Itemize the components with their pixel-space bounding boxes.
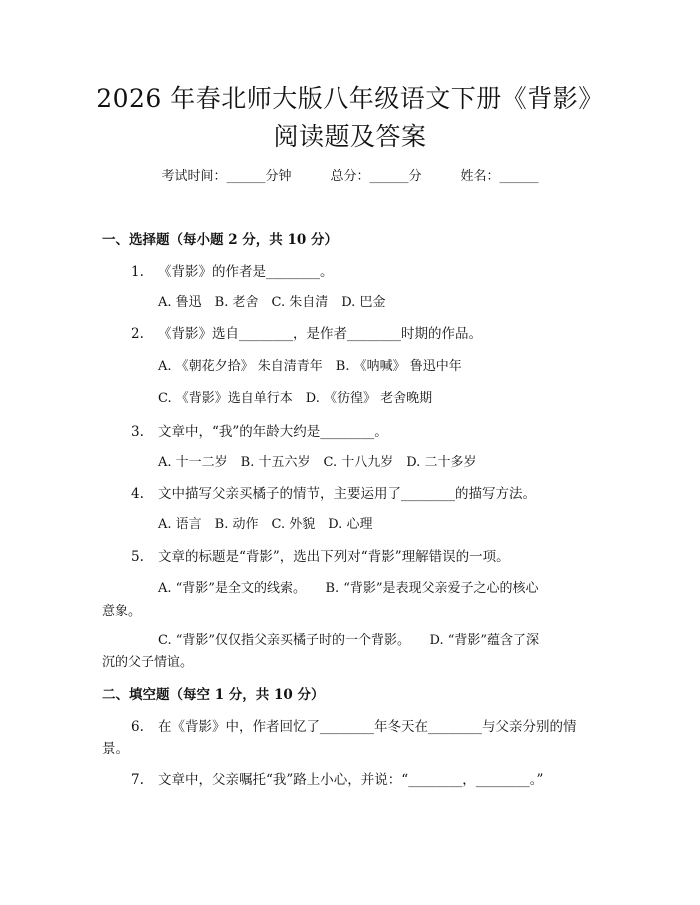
question-options: A. 十一二岁 B. 十五六岁 C. 十八九岁 D. 二十多岁 xyxy=(158,455,477,470)
question-text: 文章中，父亲嘱托“我”路上小心，并说：“________，________。” xyxy=(158,772,544,788)
question-options: C. “背影”仅仅指父亲买橘子时的一个背影。 D. “背影”蕴含了深 xyxy=(158,633,540,648)
question-number: 5. xyxy=(131,549,144,565)
question-options: A. 鲁迅 B. 老舍 C. 朱自清 D. 巴金 xyxy=(158,295,386,310)
exam-total-score: 总分：______分 xyxy=(330,169,422,184)
question-options-cont: 意象。 xyxy=(102,604,142,619)
document-title-line2: 阅读题及答案 xyxy=(273,122,427,151)
question-text: 在《背影》中，作者回忆了________年冬天在________与父亲分别的情 xyxy=(158,719,577,735)
question-number: 4. xyxy=(131,486,144,502)
question-options: C. 《背影》选自单行本 D. 《彷徨》 老舍晚期 xyxy=(158,391,433,406)
exam-meta xyxy=(0,168,700,186)
question-text: 文章中，“我”的年龄大约是________。 xyxy=(158,424,388,440)
question-text: 《背影》的作者是________。 xyxy=(158,264,334,280)
question-number: 1. xyxy=(131,264,144,280)
question-options: A. 《朝花夕拾》 朱自清青年 B. 《呐喊》 鲁迅中年 xyxy=(158,359,462,374)
question-options: A. “背影”是全文的线索。 B. “背影”是表现父亲爱子之心的核心 xyxy=(158,581,539,596)
question-text: 文章的标题是“背影”，选出下列对“背影”理解错误的一项。 xyxy=(158,549,510,565)
question-options-cont: 沉的父子情谊。 xyxy=(102,655,194,670)
question-number: 3. xyxy=(131,424,144,440)
exam-time: 考试时间：______分钟 xyxy=(161,169,292,184)
question-number: 7. xyxy=(131,772,144,788)
question-number: 6. xyxy=(131,719,144,735)
question-options: A. 语言 B. 动作 C. 外貌 D. 心理 xyxy=(158,517,373,532)
section-heading-choice: 一、选择题（每小题 2 分，共 10 分） xyxy=(102,232,338,248)
document-title-line1: 2026 年春北师大版八年级语文下册《背影》 xyxy=(96,84,604,113)
question-text-cont: 景。 xyxy=(102,741,129,757)
section-heading-fill: 二、填空题（每空 1 分，共 10 分） xyxy=(102,687,325,703)
question-text: 文中描写父亲买橘子的情节，主要运用了________的描写方法。 xyxy=(158,486,536,502)
question-text: 《背影》选自________，是作者________时期的作品。 xyxy=(158,326,482,342)
exam-name: 姓名：______ xyxy=(460,169,539,184)
question-number: 2. xyxy=(131,326,144,342)
